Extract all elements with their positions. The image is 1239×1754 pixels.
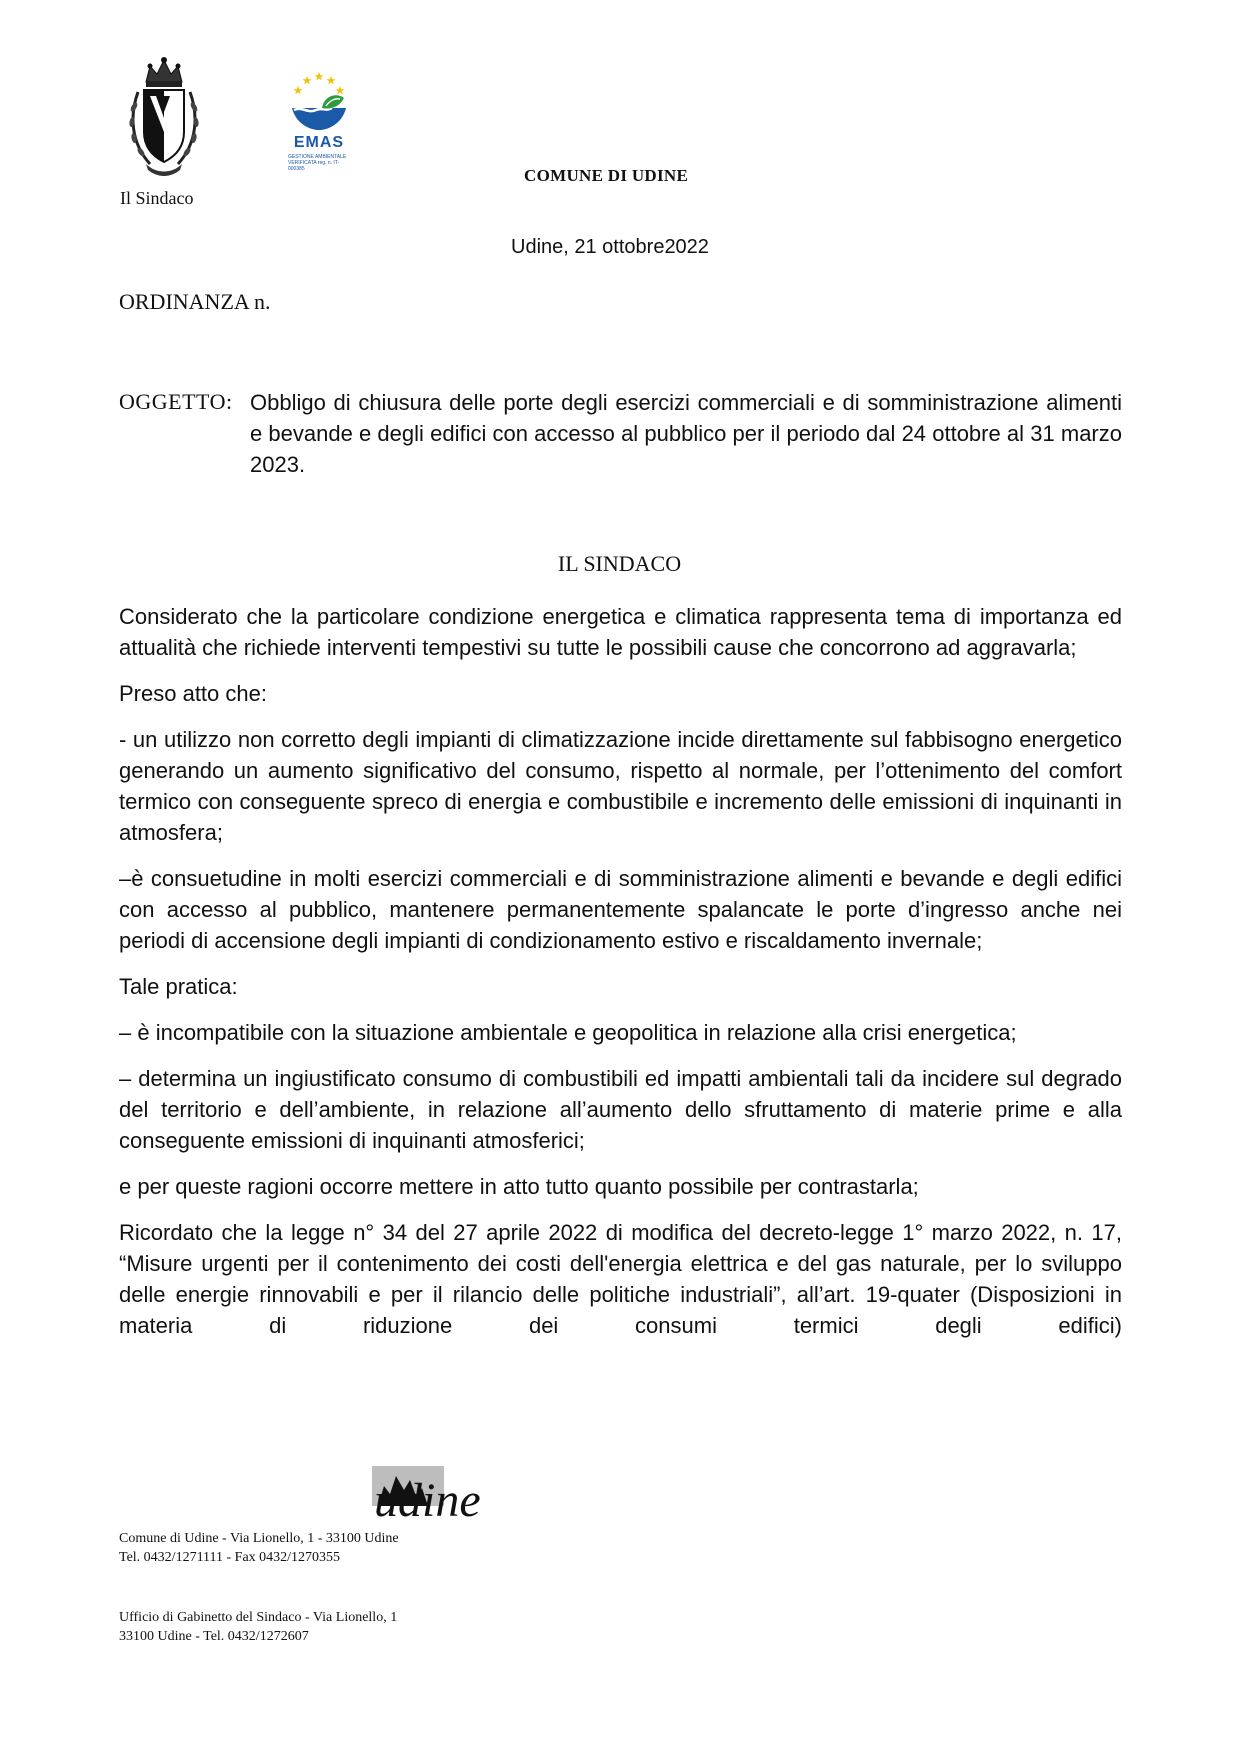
udine-logo [370,1466,512,1522]
document-date: Udine, 21 ottobre2022 [511,236,709,258]
footer-address-line: Comune di Udine - Via Lionello, 1 - 33100 Udine [119,1531,399,1546]
sindaco-label: Il Sindaco [120,188,194,208]
comune-title: COMUNE DI UDINE [524,166,689,185]
paragraph-ragioni: e per queste ragioni occorre mettere in atto tutto quanto possibile per contrastarla; [119,1174,919,1199]
oggetto-label: OGGETTO: [119,389,233,414]
paragraph-utilizzo: - un utilizzo non corretto degli impianti di climatizzazione incide direttamente sul fabbisogno energetico generando un aumento significativo del consumo, rispetto al normale, per l’ottenimento del comfort termico con conseguente spreco di energia e combustibile e incremento delle emissioni di inquinanti in atmosfera; [119,727,1122,845]
footer-address [119,1529,399,1567]
ordinanza-number: ORDINANZA n. [119,289,271,314]
footer-phone-line: Tel. 0432/1271111 - Fax 0432/1270355 [119,1550,341,1565]
paragraph-preso-atto: Preso atto che: [119,681,267,706]
footer-office-phone: 33100 Udine - Tel. 0432/1272607 [119,1629,309,1644]
paragraph-incompatibile: – è incompatibile con la situazione ambientale e geopolitica in relazione alla crisi energetica; [119,1020,1017,1045]
paragraph-ricordato: Ricordato che la legge n° 34 del 27 aprile 2022 di modifica del decreto-legge 1° marzo 2022, n. 17, “Misure urgenti per il contenimento dei costi dell'energia elettrica e del gas naturale, per lo sviluppo delle energie rinnovabili e per il rilancio delle politiche industriali”, all’art. 19-quater (Disposizioni in materia di riduzione dei consumi termici degli edifici) [119,1220,1122,1338]
paragraph-consuetudine: –è consuetudine in molti esercizi commerciali e di somministrazione alimenti e bevande e degli edifici con accesso al pubblico, mantenere permanentemente spalancate le porte d’ingresso anche nei periodi di accensione degli impianti di condizionamento estivo e riscaldamento invernale; [119,866,1122,953]
emas-logo-subtext: GESTIONE AMBIENTALE VERIFICATA reg. n. IT-000385 [288,154,347,172]
paragraph-determina: – determina un ingiustificato consumo di combustibili ed impatti ambientali tali da incidere sul degrado del territorio e dell’ambiente, in relazione all’aumento dello sfruttamento di materie prime e alla conseguente emissioni di inquinanti atmosferici; [119,1066,1122,1153]
document-body [119,601,1122,1356]
section-heading: IL SINDACO [557,551,682,576]
paragraph-tale-pratica: Tale pratica: [119,974,238,999]
comune-crest-icon [124,52,204,180]
oggetto-text: Obbligo di chiusura delle porte degli esercizi commerciali e di somministrazione alimenti e bevande e degli edifici con accesso al pubblico per il periodo dal 24 ottobre al 31 marzo 2023. [250,390,1122,477]
paragraph-considerato: Considerato che la particolare condizione energetica e climatica rappresenta tema di importanza ed attualità che richiede interventi tempestivi su tutte le possibili cause che concorrono ad aggravarla; [119,604,1122,660]
emas-emblem-icon [286,70,352,134]
footer-office [119,1608,397,1646]
emas-logo-text: EMAS [293,134,345,151]
emas-logo [286,70,352,176]
udine-logo-text: udine [374,1474,481,1522]
footer-office-line: Ufficio di Gabinetto del Sindaco - Via Lionello, 1 [119,1610,398,1625]
